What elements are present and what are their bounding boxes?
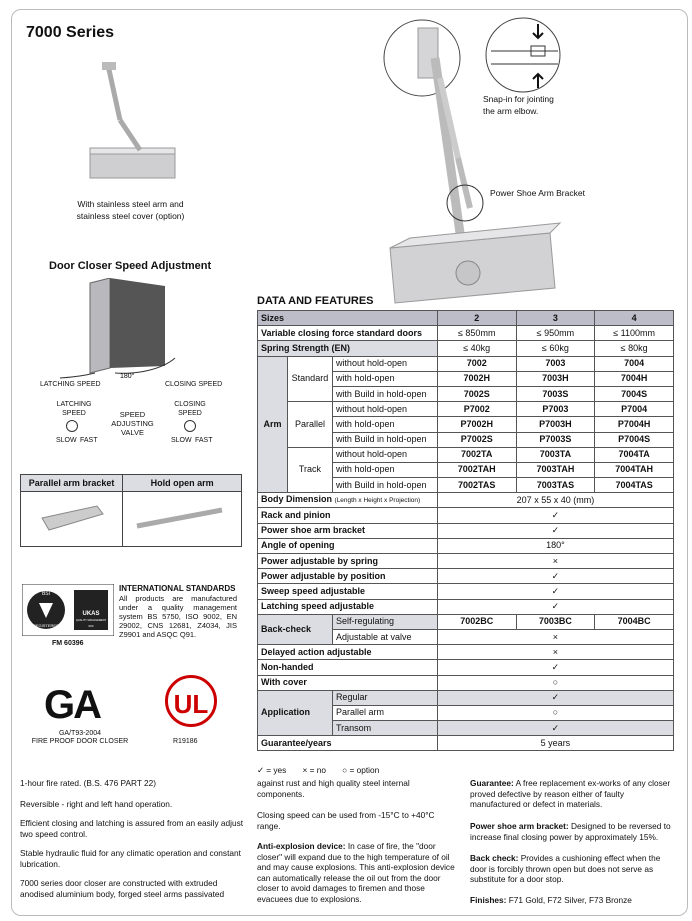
right-para-finishes bbox=[470, 895, 675, 906]
ga-line1: GA/T93-2004 bbox=[58, 730, 102, 737]
feature-label: Sweep speed adjustable bbox=[258, 584, 438, 599]
backcheck-self: Self-regulating bbox=[332, 614, 437, 629]
body-dimension-label bbox=[258, 493, 438, 508]
backcheck-head: Back check: bbox=[470, 853, 519, 863]
ga-line2: FIRE PROOF DOOR CLOSER bbox=[31, 738, 129, 745]
left-para-1: 1-hour fire rated. (B.S. 476 PART 22) bbox=[20, 778, 157, 788]
anti-explosion-head: Anti-explosion device: bbox=[257, 841, 346, 851]
stainless-caption: With stainless steel arm and stainless steel cover (option) bbox=[76, 199, 185, 221]
row-label: with Build in hold-open bbox=[332, 386, 437, 401]
feature-value: ✓ bbox=[437, 584, 673, 599]
right-para-backcheck bbox=[470, 853, 675, 885]
guarantee-label: Guarantee/years bbox=[258, 736, 438, 751]
ukas-text: UKAS bbox=[82, 611, 100, 617]
backcheck-4: 7004BC bbox=[595, 614, 674, 629]
ul-logo bbox=[165, 675, 217, 727]
spring-2: ≤ 40kg bbox=[437, 341, 516, 356]
slow-right: SLOW bbox=[171, 437, 192, 444]
feature-value: ✓ bbox=[437, 508, 673, 523]
backcheck-label: Back-check bbox=[258, 614, 333, 644]
model-cell: P7002H bbox=[437, 417, 516, 432]
spring-label: Spring Strength (EN) bbox=[258, 341, 438, 356]
application-value: ✓ bbox=[437, 721, 673, 736]
parallel-arm-header: Parallel arm bracket bbox=[21, 475, 123, 492]
backcheck-3: 7003BC bbox=[516, 614, 595, 629]
model-cell: 7003TA bbox=[516, 447, 595, 462]
legend-option: ○ = option bbox=[342, 765, 380, 775]
snap-detail-image bbox=[483, 16, 563, 94]
door-speed-diagram bbox=[40, 278, 230, 388]
model-cell: 7002S bbox=[437, 386, 516, 401]
model-cell: P7004 bbox=[595, 402, 674, 417]
standards-heading: INTERNATIONAL STANDARDS bbox=[119, 584, 236, 593]
application-label: Application bbox=[258, 690, 333, 736]
application-row: Transom bbox=[332, 721, 437, 736]
application-value: ✓ bbox=[437, 690, 673, 705]
spring-4: ≤ 80kg bbox=[595, 341, 674, 356]
application-row: Parallel arm bbox=[332, 705, 437, 720]
hold-open-image bbox=[123, 492, 242, 547]
size-4: 4 bbox=[595, 311, 674, 326]
force-4: ≤ 1100mm bbox=[595, 326, 674, 341]
model-cell: P7003 bbox=[516, 402, 595, 417]
model-cell: 7004H bbox=[595, 371, 674, 386]
ukas-no-text: 003 bbox=[88, 624, 94, 628]
left-valve-icon bbox=[66, 420, 78, 432]
feature-label: Rack and pinion bbox=[258, 508, 438, 523]
qm-text: QUALITY MANAGEMENT bbox=[75, 619, 107, 622]
table-title: DATA AND FEATURES bbox=[257, 295, 374, 307]
spring-3: ≤ 60kg bbox=[516, 341, 595, 356]
legend-no: × = no bbox=[302, 765, 326, 775]
sizes-label: Sizes bbox=[258, 311, 438, 326]
model-cell: P7002S bbox=[437, 432, 516, 447]
feature-label: Power adjustable by position bbox=[258, 569, 438, 584]
power-shoe-head: Power shoe arm bracket: bbox=[470, 821, 569, 831]
model-cell: P7003S bbox=[516, 432, 595, 447]
valve-label: SPEED ADJUSTING VALVE bbox=[111, 410, 154, 437]
standards-text: All products are manufactured under a quality management system BS 5750, ISO 9002, EN 29002, CNS 12681, Z4034, JIS Z9901 and ASQC Q91. bbox=[119, 594, 237, 639]
ul-text: UL bbox=[173, 689, 209, 719]
body-dimension-text: Body Dimension bbox=[261, 494, 333, 505]
mid-para-3 bbox=[257, 841, 457, 905]
feature-label: Delayed action adjustable bbox=[258, 645, 438, 660]
parallel-arm-image bbox=[21, 492, 123, 547]
left-para-4: Stable hydraulic fluid for any climatic operation and constant lubrication. bbox=[20, 848, 241, 869]
arm-label: Arm bbox=[258, 356, 288, 493]
model-cell: 7003 bbox=[516, 356, 595, 371]
guarantee-value: 5 years bbox=[437, 736, 673, 751]
left-para-2: Reversible - right and left hand operation. bbox=[20, 799, 173, 809]
application-value: ○ bbox=[437, 705, 673, 720]
left-para-5: 7000 series door closer are constructed with extruded anodised aluminium body, forged steel arms passivated bbox=[20, 878, 225, 899]
model-cell: 7002H bbox=[437, 371, 516, 386]
size-3: 3 bbox=[516, 311, 595, 326]
bsi-text: BSI bbox=[41, 591, 51, 597]
left-para-3: Efficient closing and latching is assured from an easily adjust two speed control. bbox=[20, 818, 244, 839]
feature-value: ✓ bbox=[437, 569, 673, 584]
row-label: with Build in hold-open bbox=[332, 432, 437, 447]
row-label: without hold-open bbox=[332, 356, 437, 371]
force-3: ≤ 950mm bbox=[516, 326, 595, 341]
angle-label: 180° bbox=[120, 373, 135, 380]
model-cell: 7004TAS bbox=[595, 478, 674, 493]
speed-section-title: Door Closer Speed Adjustment bbox=[49, 260, 212, 272]
feature-label: With cover bbox=[258, 675, 438, 690]
power-shoe-caption: Power Shoe Arm Bracket bbox=[490, 188, 585, 198]
hold-open-header: Hold open arm bbox=[123, 475, 242, 492]
guarantee-head: Guarantee: bbox=[470, 778, 514, 788]
mid-para-1: against rust and high quality steel internal components. bbox=[257, 778, 410, 799]
row-label: with hold-open bbox=[332, 462, 437, 477]
model-cell: 7002 bbox=[437, 356, 516, 371]
feature-value: ✓ bbox=[437, 599, 673, 614]
feature-value: ✓ bbox=[437, 523, 673, 538]
group-standard: Standard bbox=[287, 356, 332, 402]
feature-label: Non-handed bbox=[258, 660, 438, 675]
backcheck-text: Provides a cushioning effect when the door is forcibly thrown open but does not serve as substitute for a door stop. bbox=[470, 853, 661, 885]
model-cell: 7003TAS bbox=[516, 478, 595, 493]
feature-label: Angle of opening bbox=[258, 538, 438, 553]
row-label: with hold-open bbox=[332, 371, 437, 386]
registered-text: REGISTERED bbox=[32, 623, 60, 628]
model-cell: 7004 bbox=[595, 356, 674, 371]
model-cell: 7003TAH bbox=[516, 462, 595, 477]
right-valve-icon bbox=[184, 420, 196, 432]
model-cell: 7002TAH bbox=[437, 462, 516, 477]
page-title: 7000 Series bbox=[26, 24, 115, 41]
legend bbox=[257, 765, 379, 775]
backcheck-valve: Adjustable at valve bbox=[332, 629, 437, 644]
right-para-guarantee bbox=[470, 778, 675, 810]
model-cell: P7003H bbox=[516, 417, 595, 432]
ga-logo: GA bbox=[44, 683, 100, 727]
valve-left-label: LATCHING SPEED bbox=[56, 401, 92, 417]
power-shoe-text: Designed to be reversed to increase final closing power by approximately 15%. bbox=[470, 821, 671, 842]
row-label: without hold-open bbox=[332, 402, 437, 417]
row-label: with Build in hold-open bbox=[332, 478, 437, 493]
closing-speed-label: CLOSING SPEED bbox=[165, 381, 223, 388]
fast-right: FAST bbox=[195, 437, 213, 444]
group-track: Track bbox=[287, 447, 332, 493]
backcheck-2: 7002BC bbox=[437, 614, 516, 629]
finishes-head: Finishes: bbox=[470, 895, 507, 905]
body-dimension-sub: (Length x Height x Projection) bbox=[334, 497, 421, 505]
feature-value: ○ bbox=[437, 675, 673, 690]
data-features-table bbox=[257, 310, 674, 751]
model-cell: P7004S bbox=[595, 432, 674, 447]
small-closer-image bbox=[80, 60, 200, 190]
model-cell: 7003S bbox=[516, 386, 595, 401]
feature-label: Power shoe arm bracket bbox=[258, 523, 438, 538]
right-para-power bbox=[470, 821, 675, 842]
feature-value: 180° bbox=[437, 538, 673, 553]
row-label: with hold-open bbox=[332, 417, 437, 432]
snap-caption: Snap-in for jointing the arm elbow. bbox=[483, 94, 554, 116]
ul-number: R19186 bbox=[173, 738, 198, 745]
slow-left: SLOW bbox=[56, 437, 77, 444]
mid-para-2: Closing speed can be used from -15°C to +40°C range. bbox=[257, 810, 435, 831]
body-dimension-value: 207 x 55 x 40 (mm) bbox=[437, 493, 673, 508]
model-cell: 7002TA bbox=[437, 447, 516, 462]
valve-right-label: CLOSING SPEED bbox=[174, 401, 206, 417]
model-cell: P7002 bbox=[437, 402, 516, 417]
group-parallel: Parallel bbox=[287, 402, 332, 448]
feature-value: × bbox=[437, 645, 673, 660]
row-label: without hold-open bbox=[332, 447, 437, 462]
accessory-table bbox=[20, 474, 242, 547]
backcheck-valve-value: × bbox=[437, 629, 673, 644]
model-cell: 7003H bbox=[516, 371, 595, 386]
fm-number: FM 60396 bbox=[52, 640, 84, 647]
legend-yes: ✓ = yes bbox=[257, 765, 287, 775]
feature-label: Power adjustable by spring bbox=[258, 554, 438, 569]
feature-value: × bbox=[437, 554, 673, 569]
finishes-text: F71 Gold, F72 Silver, F73 Bronze bbox=[506, 895, 632, 905]
anti-explosion-text: In case of fire, the "door closer" will expand due to the high temperature of oil and may cause explosions. This anti-explosion device can automatically release the oil out from the door closer to avoid damages to firemen and those evacuees due to explosions. bbox=[257, 841, 455, 904]
feature-label: Latching speed adjustable bbox=[258, 599, 438, 614]
model-cell: 7002TAS bbox=[437, 478, 516, 493]
model-cell: P7004H bbox=[595, 417, 674, 432]
guarantee-text: A free replacement ex-works of any closer proved defective by reason either of faulty manufactured or defect in materials. bbox=[470, 778, 671, 810]
bsi-ukas-logo bbox=[22, 584, 114, 636]
size-2: 2 bbox=[437, 311, 516, 326]
application-row: Regular bbox=[332, 690, 437, 705]
model-cell: 7004S bbox=[595, 386, 674, 401]
model-cell: 7004TA bbox=[595, 447, 674, 462]
force-2: ≤ 850mm bbox=[437, 326, 516, 341]
fast-left: FAST bbox=[80, 437, 98, 444]
model-cell: 7004TAH bbox=[595, 462, 674, 477]
feature-value: ✓ bbox=[437, 660, 673, 675]
force-label: Variable closing force standard doors bbox=[258, 326, 438, 341]
latching-speed-label: LATCHING SPEED bbox=[40, 381, 101, 388]
